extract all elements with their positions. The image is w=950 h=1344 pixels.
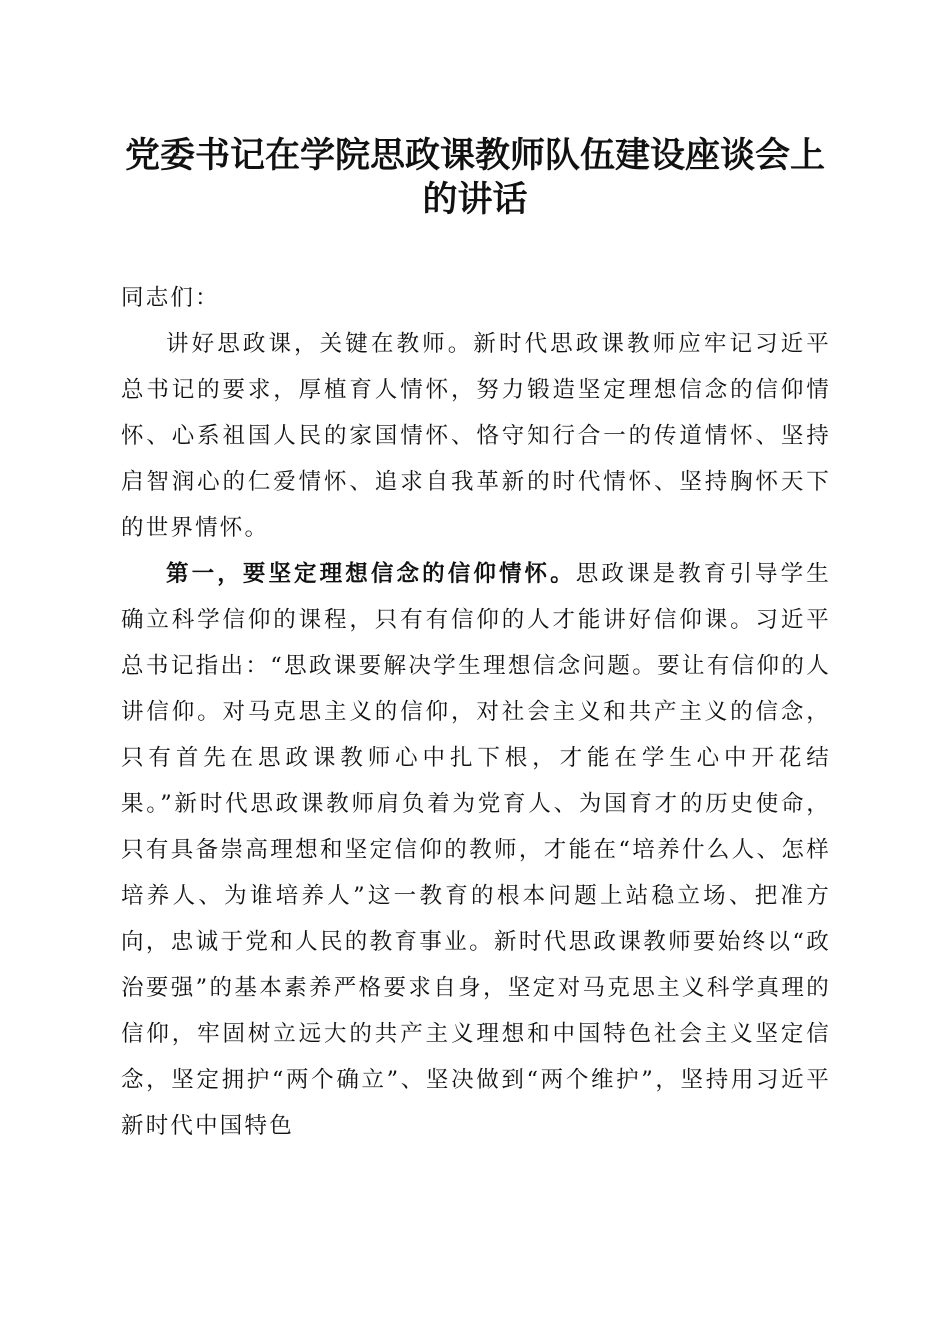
paragraph-text: 讲好思政课，关键在教师。新时代思政课教师应牢记习近平总书记的要求，厚植育人情怀，努力锻造坚定理想信念的信仰情怀、心系祖国人民的家国情怀、恪守知行合一的传道情怀、坚持启智润心的仁爱情怀、追求自我革新的时代情怀、坚持胸怀天下的世界情怀。 <box>121 331 831 541</box>
salutation: 同志们： <box>121 285 220 311</box>
paragraph-lead-heading: 第一，要坚定理想信念的信仰情怀。 <box>166 561 576 587</box>
title-line-2: 的讲话 <box>422 180 528 220</box>
paragraph-text: 思政课是教育引导学生确立科学信仰的课程，只有有信仰的人才能讲好信仰课。习近平总书记指出：“思政课要解决学生理想信念问题。要让有信仰的人讲信仰。对马克思主义的信仰，对社会主义和共产主义的信念，只有首先在思政课教师心中扎下根，才能在学生心中开花结果。”新时代思政课教师肩负着为党育人、为国育才的历史使命，只有具备崇高理想和坚定信仰的教师，才能在“培养什么人、怎样培养人、为谁培养人”这一教育的根本问题上站稳立场、把准方向，忠诚于党和人民的教育事业。新时代思政课教师要始终以“政治要强”的基本素养严格要求自身，坚定对马克思主义科学真理的信仰，牢固树立远大的共产主义理想和中国特色社会主义坚定信念，坚定拥护“两个确立”、坚决做到“两个维护”，坚持用习近平新时代中国特色 <box>121 561 831 1139</box>
paragraph-intro <box>121 321 831 551</box>
paragraph-point-one <box>121 551 831 1149</box>
document-body <box>121 275 831 1149</box>
document-title <box>100 134 850 222</box>
title-line-1: 党委书记在学院思政课教师队伍建设座谈会上 <box>124 136 825 176</box>
